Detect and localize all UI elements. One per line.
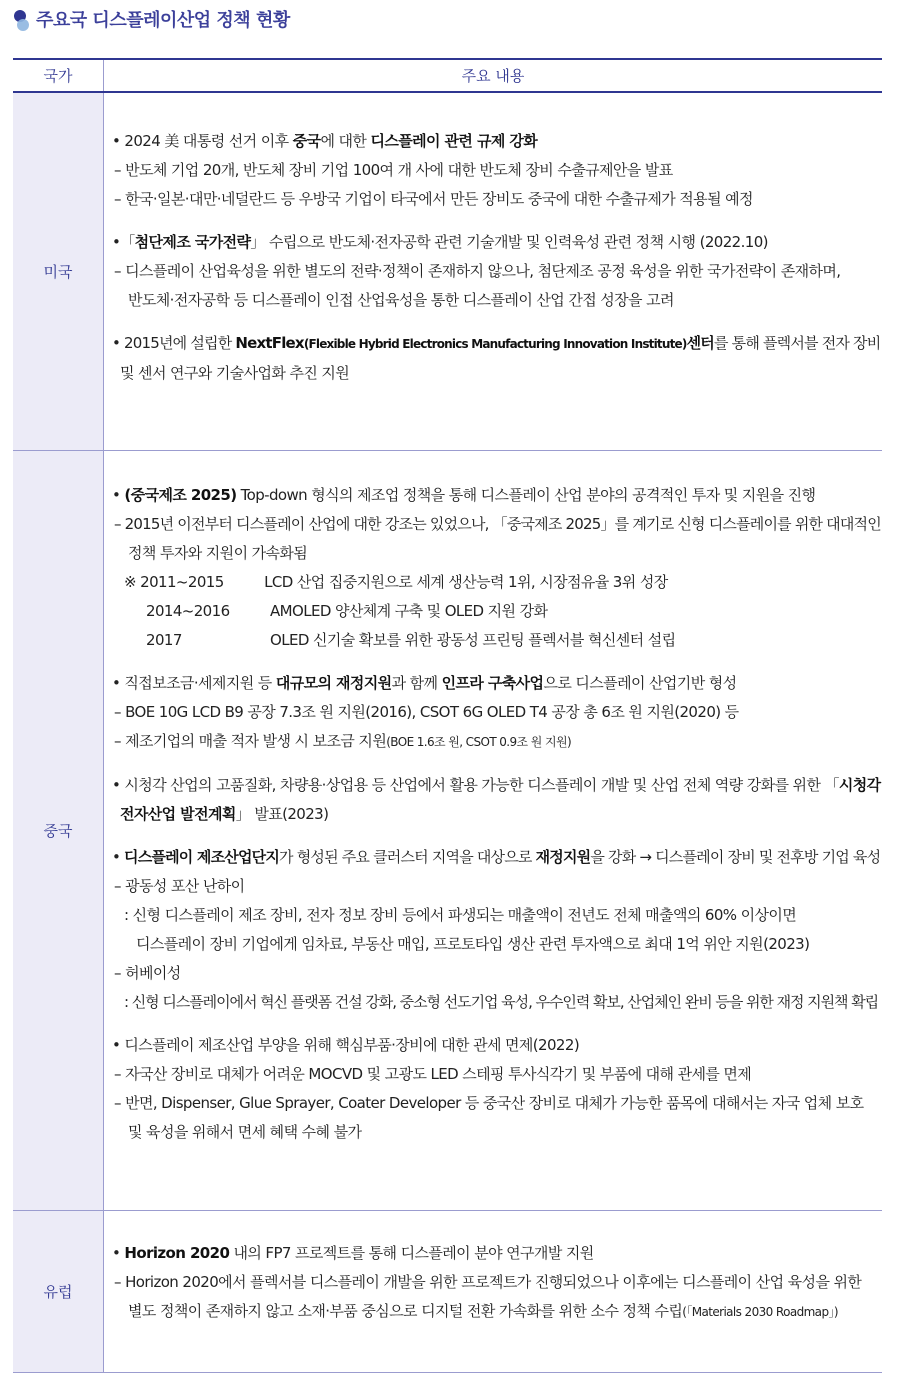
table-header-row	[13, 59, 882, 92]
cn-bullet-4-sub-1-detail: : 신형 디스플레이 제조 장비, 전자 정보 장비 등에서 파생되는 매출액이 전년도 전체 매출액의 60% 이상이면	[124, 906, 797, 924]
cn-bullet-2: • 직접보조금·세제지원 등 대규모의 재정지원과 함께 인프라 구축사업으로 디스플레이 산업기반 형성	[112, 674, 737, 692]
country-cn: 중국	[13, 451, 104, 1211]
cn-bullet-5-sub-2-cont: 및 육성을 위해서 면세 혜택 수혜 불가	[128, 1123, 362, 1141]
content-eu	[104, 1211, 883, 1373]
cn-bullet-1: • (중국제조 2025) Top-down 형식의 제조업 정책을 통해 디스플레이 산업 분야의 공격적인 투자 및 지원을 진행	[112, 486, 816, 504]
cn-bullet-4-sub-1: – 광동성 포산 난하이	[114, 877, 245, 895]
timeline-item: 2014~2016 AMOLED 양산체계 구축 및 OLED 지원 강화	[146, 602, 548, 620]
bullet-dots-icon	[14, 8, 30, 30]
cn-bullet-2-sub-2: – 제조기업의 매출 적자 발생 시 보조금 지원(BOE 1.6조 원, CSOT 0.9조 원 지원)	[114, 732, 572, 750]
table-row-eu	[13, 1211, 882, 1373]
timeline-item: ※ 2011~2015 LCD 산업 집중지원으로 세계 생산능력 1위, 시장점유율 3위 성장	[124, 573, 668, 591]
eu-bullet-1-sub-1: – Horizon 2020에서 플렉서블 디스플레이 개발을 위한 프로젝트가 진행되었으나 이후에는 디스플레이 산업 육성을 위한	[114, 1273, 862, 1291]
us-bullet-2-sub-1-cont: 반도체·전자공학 등 디스플레이 인접 산업육성을 통한 디스플레이 산업 간접 성장을 고려	[128, 291, 674, 309]
content-us	[104, 92, 883, 451]
section-title	[14, 4, 290, 34]
country-us: 미국	[13, 92, 104, 451]
eu-bullet-1-sub-1-cont: 별도 정책이 존재하지 않고 소재·부품 중심으로 디지털 전환 가속화를 위한 소수 정책 수립(「Materials 2030 Roadmap」)	[128, 1302, 838, 1320]
country-eu: 유럽	[13, 1211, 104, 1373]
cn-bullet-4-sub-2-detail: : 신형 디스플레이에서 혁신 플랫폼 건설 강화, 중소형 선도기업 육성, 우수인력 확보, 산업체인 완비 등을 위한 재정 지원책 확립	[124, 993, 879, 1011]
cn-bullet-1-sub-1-cont: 정책 투자와 지원이 가속화됨	[128, 544, 308, 562]
cn-bullet-3: • 시청각 산업의 고품질화, 차량용·상업용 등 산업에서 활용 가능한 디스플레이 개발 및 산업 전체 역량 강화를 위한 「시청각	[112, 776, 881, 794]
table-row-us	[13, 92, 882, 451]
us-bullet-2-sub-1: – 디스플레이 산업육성을 위한 별도의 전략·정책이 존재하지 않으나, 첨단제조 공정 육성을 위한 국가전략이 존재하며,	[114, 262, 841, 280]
section-title-text: 주요국 디스플레이산업 정책 현황	[36, 10, 290, 31]
eu-bullet-1: • Horizon 2020 내의 FP7 프로젝트를 통해 디스플레이 분야 연구개발 지원	[112, 1244, 594, 1262]
cn-bullet-1-sub-1: – 2015년 이전부터 디스플레이 산업에 대한 강조는 있었으나, 「중국제조 2025」를 계기로 신형 디스플레이를 위한 대대적인	[114, 515, 881, 533]
timeline-item: 2017 OLED 신기술 확보를 위한 광동성 프린팅 플렉서블 혁신센터 설립	[146, 631, 676, 649]
content-cn	[104, 451, 883, 1211]
cn-bullet-4-sub-2: – 허베이성	[114, 964, 181, 982]
cn-bullet-5: • 디스플레이 제조산업 부양을 위해 핵심부품·장비에 대한 관세 면제(2022)	[112, 1036, 580, 1054]
header-content: 주요 내용	[104, 59, 883, 92]
us-bullet-1: • 2024 美 대통령 선거 이후 중국에 대한 디스플레이 관련 규제 강화	[112, 132, 538, 150]
cn-bullet-5-sub-2: – 반면, Dispenser, Glue Sprayer, Coater Developer 등 중국산 장비로 대체가 가능한 품목에 대해서는 자국 업체 보호	[114, 1094, 864, 1112]
us-bullet-3: • 2015년에 설립한 NextFlex(Flexible Hybrid Electronics Manufacturing Innovation Institute)센터를 통해 플렉서블 전자 장비	[112, 334, 881, 352]
table-row-cn	[13, 451, 882, 1211]
us-bullet-1-sub-1: – 반도체 기업 20개, 반도체 장비 기업 100여 개 사에 대한 반도체 장비 수출규제안을 발표	[114, 161, 673, 179]
header-country: 국가	[13, 59, 104, 92]
us-bullet-2: •「첨단제조 국가전략」 수립으로 반도체·전자공학 관련 기술개발 및 인력육성 관련 정책 시행 (2022.10)	[112, 233, 768, 251]
us-bullet-3-cont: 및 센서 연구와 기술사업화 추진 지원	[120, 364, 350, 382]
cn-bullet-5-sub-1: – 자국산 장비로 대체가 어려운 MOCVD 및 고광도 LED 스테핑 투사식각기 및 부품에 대해 관세를 면제	[114, 1065, 752, 1083]
us-bullet-1-sub-2: – 한국·일본·대만·네덜란드 등 우방국 기업이 타국에서 만든 장비도 중국에 대한 수출규제가 적용될 예정	[114, 190, 753, 208]
cn-bullet-3-cont: 전자산업 발전계획」 발표(2023)	[120, 805, 329, 823]
cn-bullet-2-sub-1: – BOE 10G LCD B9 공장 7.3조 원 지원(2016), CSOT 6G OLED T4 공장 총 6조 원 지원(2020) 등	[114, 703, 739, 721]
policy-table	[13, 58, 882, 1373]
cn-bullet-4: • 디스플레이 제조산업단지가 형성된 주요 클러스터 지역을 대상으로 재정지원을 강화 → 디스플레이 장비 및 전후방 기업 육성	[112, 848, 881, 866]
cn-bullet-4-sub-1-detail-cont: 디스플레이 장비 기업에게 임차료, 부동산 매입, 프로토타입 생산 관련 투자액으로 최대 1억 위안 지원(2023)	[136, 935, 810, 953]
